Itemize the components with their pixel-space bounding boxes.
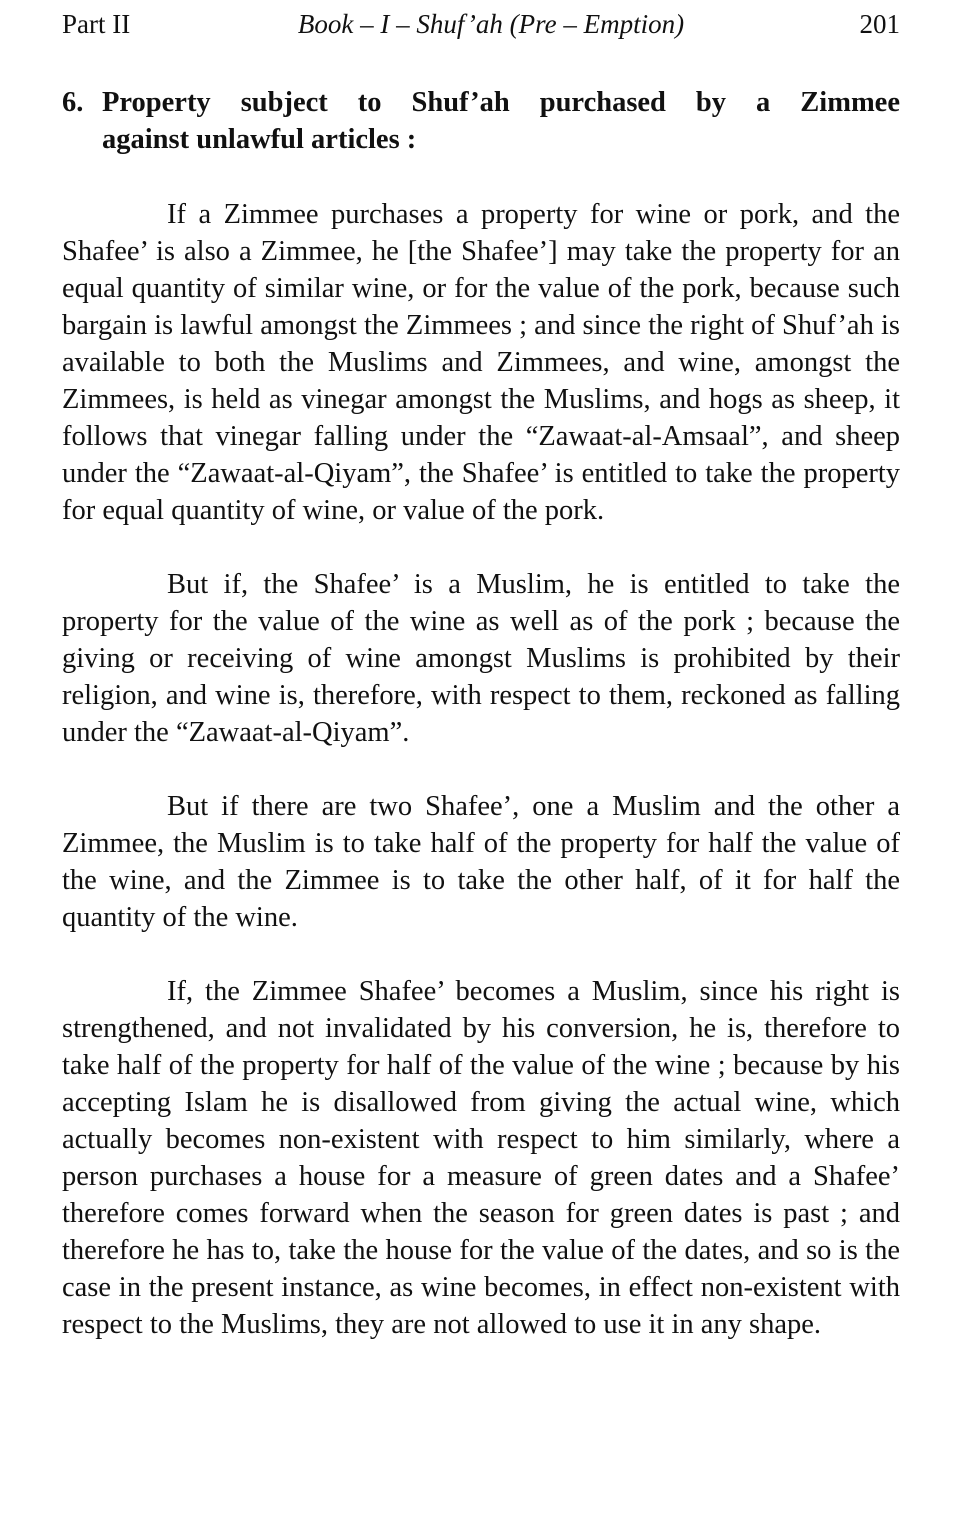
section-title-line-2: against unlawful articles : (102, 124, 417, 155)
section-title-line-1: Property subject to Shuf’ah purchased by a Zimmee (102, 87, 900, 118)
running-header (62, 6, 900, 46)
book-page (62, 0, 900, 1343)
body-paragraph: But if there are two Shafee’, one a Muslim and the other a Zimmee, the Muslim is to take half of the property for half the value of the wine, and the Zimmee is to take the other half, of it for half the quantity of the wine. (62, 791, 900, 933)
section-heading (62, 84, 900, 158)
section-title (102, 84, 900, 158)
page-number: 201 (859, 9, 900, 39)
header-part-label: Part II (62, 9, 131, 39)
body-paragraph: If, the Zimmee Shafee’ becomes a Muslim, since his right is strengthened, and not invalidated by his conversion, he is, therefore to take half of the property for half of the value of the wine ; because by his accepting Islam he is disallowed from giving the actual wine, which actually becomes non-existent with respect to him similarly, where a person purchases a house for a measure of green dates and a Shafee’ therefore comes forward when the season for green dates is past ; and therefore he has to, take the house for the value of the dates, and so is the case in the present instance, as wine becomes, in effect non-existent with respect to the Muslims, they are not allowed to use it in any shape. (62, 976, 900, 1340)
body-paragraph: If a Zimmee purchases a property for wine or pork, and the Shafee’ is also a Zimmee, he [the Shafee’] may take the property for an equal quantity of similar wine, or for the value of the pork, because such bargain is lawful amongst the Zimmees ; and since the right of Shuf’ah is available to both the Muslims and Zimmees, and wine, amongst the Zimmees, is held as vinegar amongst the Muslims, and hogs as sheep, it follows that vinegar falling under the “Zawaat-al-Amsaal”, and sheep under the “Zawaat-al-Qiyam”, the Shafee’ is entitled to take the property for equal quantity of wine, or value of the pork. (62, 199, 900, 526)
section-number: 6. (62, 87, 84, 118)
body-paragraph: But if, the Shafee’ is a Muslim, he is entitled to take the property for the value of the wine as well as of the pork ; because the giving or receiving of wine amongst Muslims is prohibited by their religion, and wine is, therefore, with respect to them, reckoned as falling under the “Zawaat-al-Qiyam”. (62, 569, 900, 748)
header-book-title: Book – I – Shuf’ah (Pre – Emption) (297, 9, 685, 39)
